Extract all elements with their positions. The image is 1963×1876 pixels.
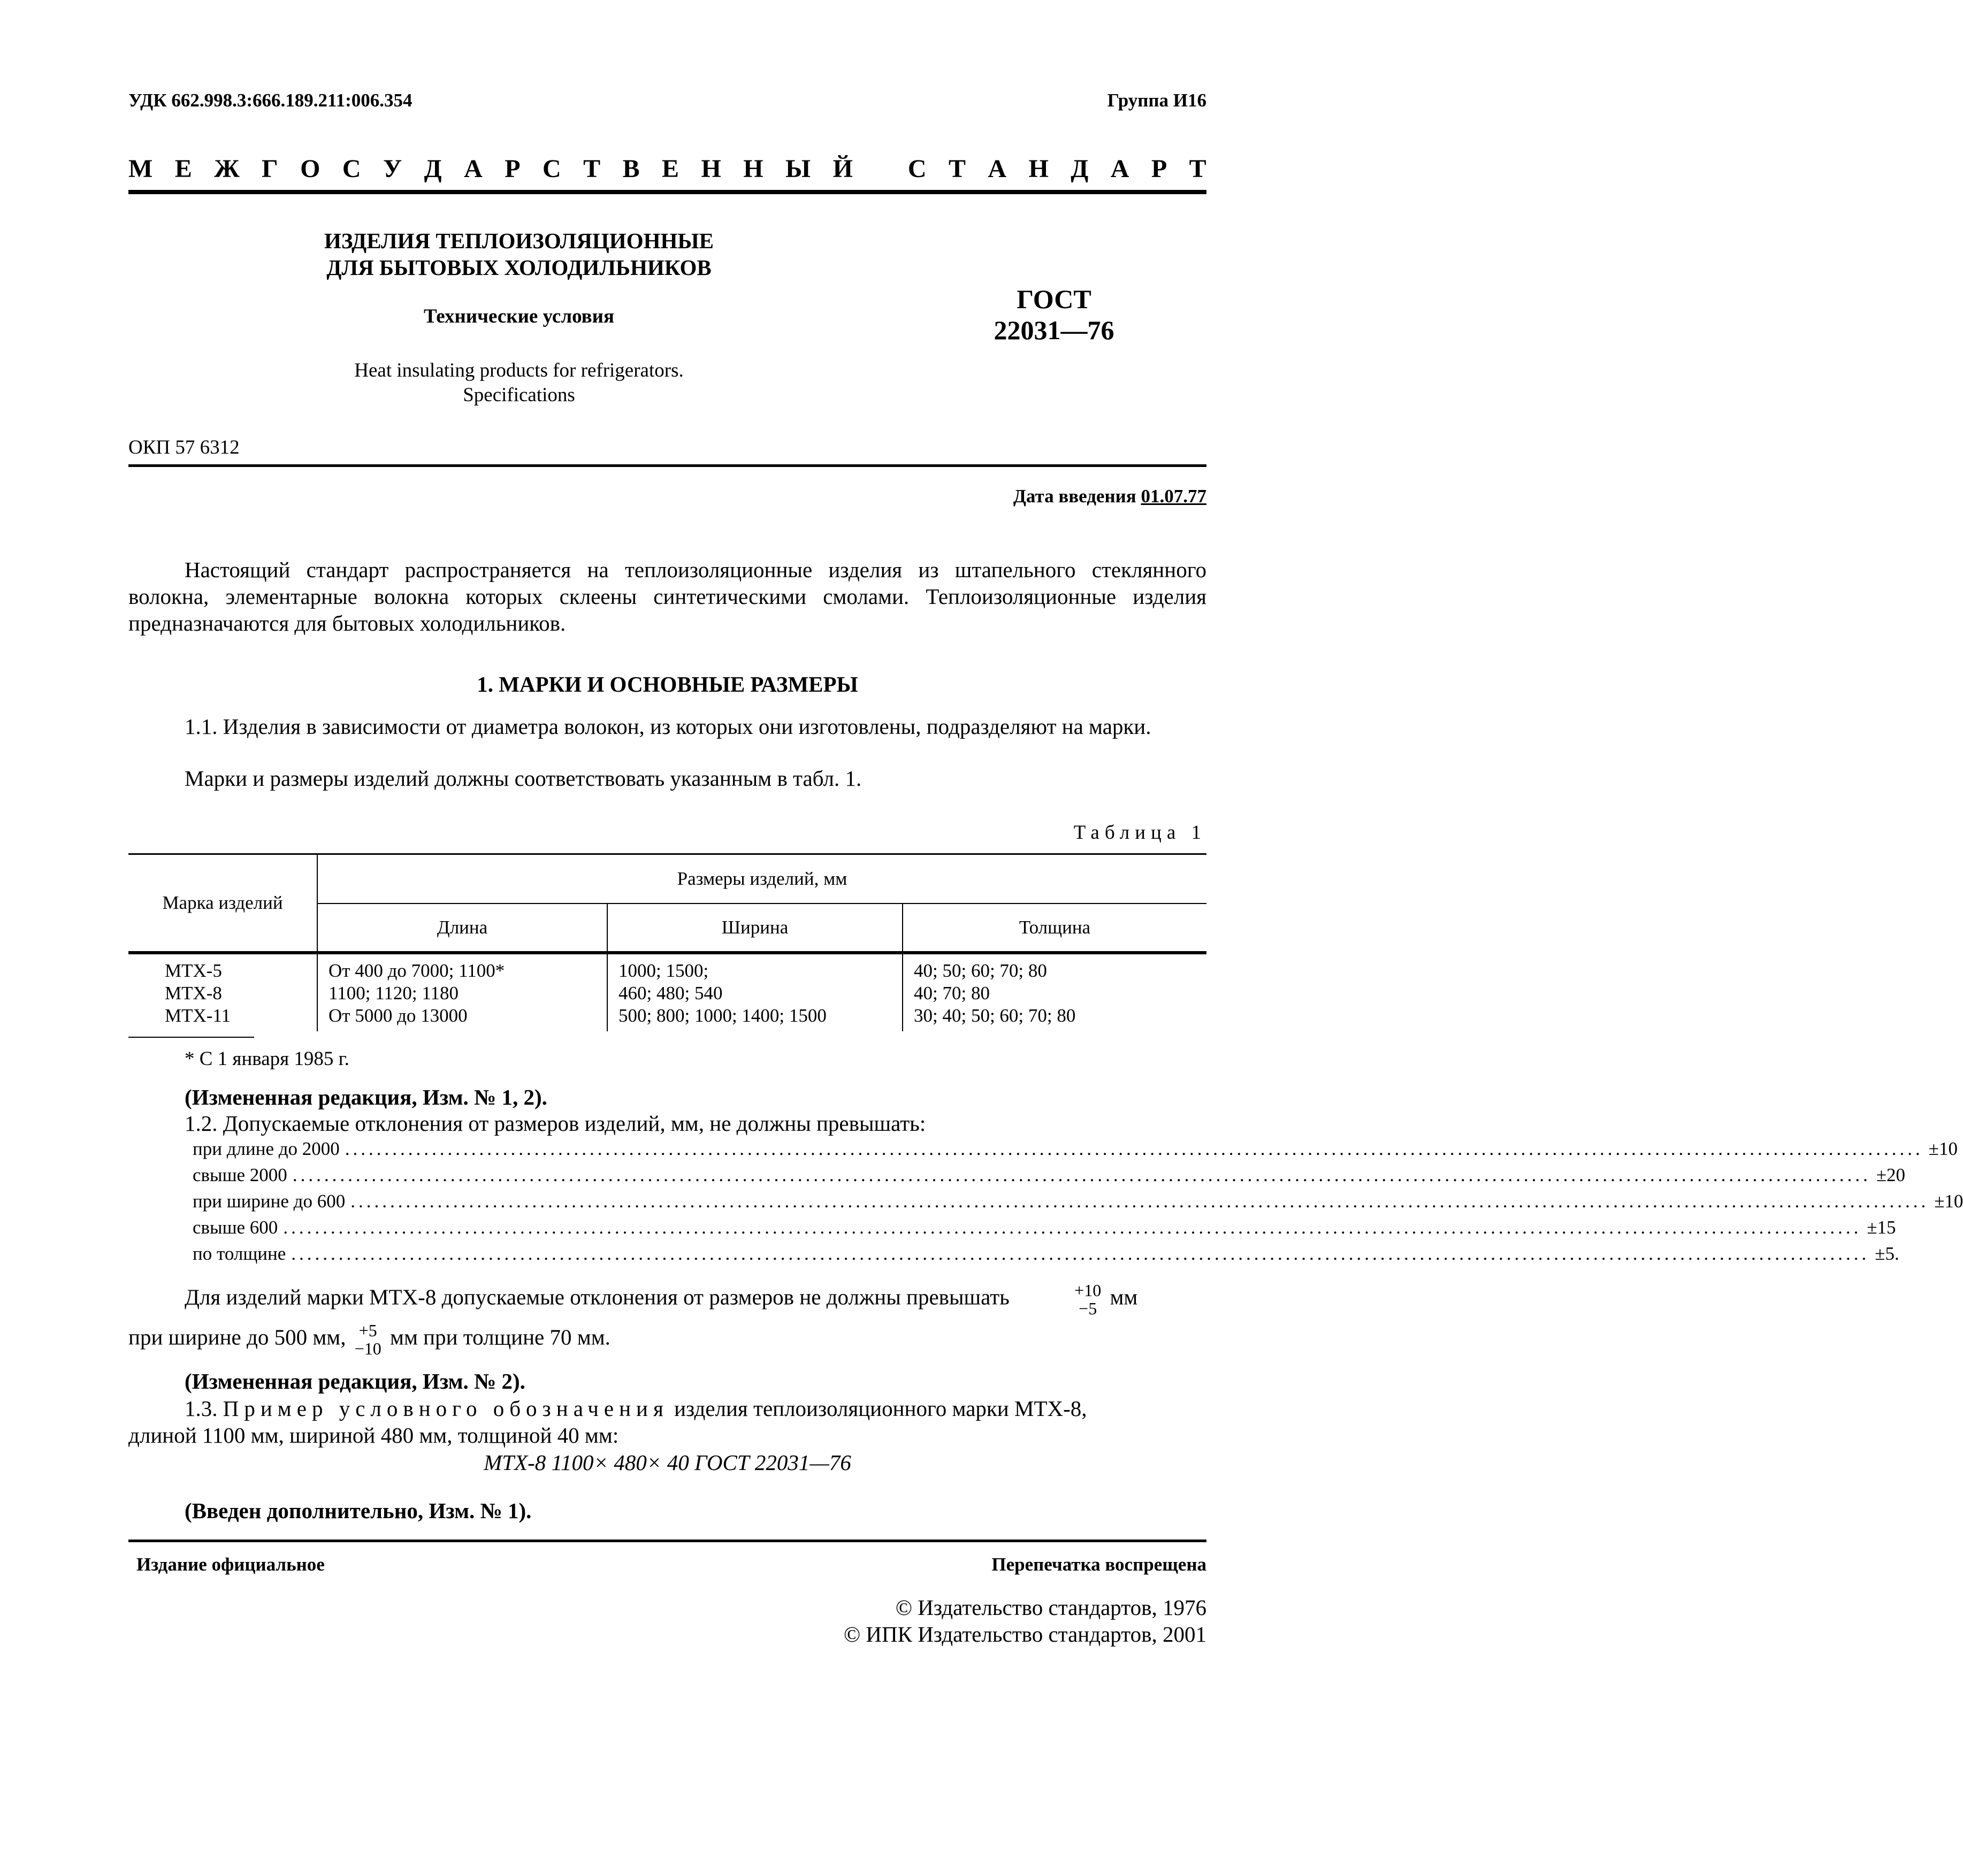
gost-number — [942, 284, 1166, 346]
banner-letter: Е — [662, 155, 679, 183]
tolerance-upper: +10 — [1074, 1281, 1102, 1300]
copyright-block — [844, 1594, 1206, 1648]
tolerance-value: ±15 — [1867, 1217, 1896, 1238]
tolerance-row — [193, 1217, 1896, 1238]
tolerance-row — [193, 1138, 1958, 1160]
banner-letter: Т — [583, 155, 601, 183]
mtx8-tolerance-line-2 — [128, 1321, 1206, 1358]
tolerance-value: ±10 — [1934, 1191, 1963, 1212]
banner-letter: Ж — [214, 155, 240, 183]
tolerance-lower: −10 — [354, 1339, 381, 1358]
tolerance-fraction-1 — [1018, 1281, 1101, 1318]
banner-letter: Р — [1151, 155, 1167, 183]
clause-1-1: 1.1. Изделия в зависимости от диаметра волокон, из которых они изготовлены, подразделяют на марки. — [185, 714, 1151, 739]
banner-letter — [875, 154, 885, 183]
thickness-cells — [903, 953, 1206, 1031]
header-length: Длина — [317, 903, 607, 953]
okp-code: ОКП 57 6312 — [128, 437, 240, 458]
clause-1-1-continuation: Марки и размеры изделий должны соответствовать указанным в табл. 1. — [185, 766, 862, 791]
tolerance-row — [193, 1191, 1963, 1212]
tolerance-label: при длине до 2000 — [193, 1138, 340, 1159]
banner-letter: Ы — [785, 155, 811, 183]
clause-1-2: 1.2. Допускаемые отклонения от размеров изделий, мм, не должны превышать: — [185, 1111, 926, 1136]
thickness-cell: 40; 70; 80 — [914, 982, 990, 1004]
banner-letter: Е — [174, 155, 192, 183]
mark-cell: МТХ-8 — [165, 982, 222, 1004]
width-cells — [607, 953, 903, 1031]
header-mark: Марка изделий — [128, 854, 317, 953]
length-cell: 1100; 1120; 1180 — [329, 982, 459, 1004]
gost-label: ГОСТ — [1017, 284, 1091, 314]
banner-letter: В — [622, 155, 640, 183]
tolerance-value: ±20 — [1876, 1165, 1906, 1185]
banner-letter: Н — [743, 155, 763, 183]
banner-letter: Н — [1028, 155, 1049, 183]
banner-letter: Г — [262, 155, 278, 183]
english-title-line-1: Heat insulating products for refrigerators. — [354, 359, 684, 381]
group-code: Группа И16 — [1107, 90, 1206, 111]
dot-leader: ........................................................................................................................................................................................................ — [283, 1217, 1862, 1238]
table-1-caption: Таблица 1 — [1073, 822, 1206, 844]
date-label: Дата введения — [1013, 486, 1136, 507]
banner-letter: С — [907, 155, 927, 183]
clause-1-3-spaced: Пример условного обозначения — [223, 1396, 669, 1421]
official-edition: Издание официальное — [136, 1554, 325, 1575]
tolerance-label: свыше 600 — [193, 1217, 278, 1238]
banner-letter: С — [543, 155, 561, 183]
dot-leader: ........................................................................................................................................................................................................ — [291, 1243, 1870, 1264]
tolerance-label: по толщине — [193, 1243, 286, 1264]
width-cell: 1000; 1500; — [618, 960, 709, 981]
banner-letter: С — [342, 155, 361, 183]
banner-letter: Т — [1189, 155, 1206, 183]
copyright-1976: © Издательство стандартов, 1976 — [895, 1595, 1206, 1620]
designation-example: МТХ-8 1100× 480× 40 ГОСТ 22031—76 — [484, 1450, 851, 1475]
thickness-cell: 40; 50; 60; 70; 80 — [914, 960, 1047, 981]
width-cell: 460; 480; 540 — [618, 982, 723, 1004]
mark-cells — [128, 953, 317, 1031]
dot-leader: ........................................................................................................................................................................................................ — [292, 1165, 1871, 1185]
length-cell: От 400 до 7000; 1100* — [329, 960, 505, 981]
banner-letter: У — [383, 155, 402, 183]
tolerance-label: свыше 2000 — [193, 1165, 287, 1185]
mtx8-tolerance-line-1 — [128, 1281, 1206, 1318]
footnote-rule — [128, 1037, 254, 1038]
banner-letter: Д — [424, 155, 442, 183]
clause-1-3-number: 1.3. — [185, 1396, 218, 1421]
banner-letter: А — [988, 155, 1007, 183]
table-row — [128, 953, 1206, 1031]
clause-1-3-line-2: длиной 1100 мм, шириной 480 мм, толщиной 40 мм: — [128, 1423, 619, 1448]
footer-rule — [128, 1540, 1206, 1542]
mtx8-text-2: при ширине до 500 мм, — [128, 1324, 346, 1350]
header-rule — [128, 464, 1206, 467]
dot-leader: ........................................................................................................................................................................................................ — [345, 1138, 1923, 1159]
section-1-heading: 1. МАРКИ И ОСНОВНЫЕ РАЗМЕРЫ — [477, 672, 858, 696]
mark-cell: МТХ-11 — [165, 1005, 231, 1026]
banner-letter: А — [464, 155, 483, 183]
tolerance-value: ±10 — [1928, 1138, 1958, 1159]
clause-1-3-rest: изделия теплоизоляционного марки МТХ-8, — [674, 1396, 1087, 1421]
header-width: Ширина — [607, 903, 903, 953]
mtx8-unit: мм — [1110, 1284, 1138, 1310]
tolerance-value: ±5. — [1875, 1243, 1899, 1264]
width-cell: 500; 800; 1000; 1400; 1500 — [618, 1005, 827, 1026]
standard-banner — [128, 154, 1206, 183]
banner-letter: Д — [1071, 155, 1089, 183]
table-1 — [128, 853, 1206, 1031]
intro-paragraph: Настоящий стандарт распространяется на теплоизоляционные изделия из штапельного стеклянного волокна, элементарные волокна которых склеены синтетическими смолами. Теплоизоляционные изделия предназначаются для бытовых холодильников. — [128, 557, 1206, 635]
document-title — [235, 227, 803, 281]
banner-letter: М — [128, 155, 153, 183]
banner-rule — [128, 190, 1206, 194]
title-line-2: ДЛЯ БЫТОВЫХ ХОЛОДИЛЬНИКОВ — [326, 255, 712, 280]
mark-cell: МТХ-5 — [165, 960, 222, 981]
banner-letter: Й — [832, 155, 853, 183]
amendment-note-2: (Измененная редакция, Изм. № 2). — [185, 1369, 525, 1393]
tolerance-lower: −5 — [1079, 1299, 1097, 1318]
header-sizes: Размеры изделий, мм — [317, 854, 1206, 903]
thickness-cell: 30; 40; 50; 60; 70; 80 — [914, 1005, 1076, 1026]
english-title-line-2: Specifications — [463, 384, 575, 406]
table-footnote: * С 1 января 1985 г. — [185, 1048, 349, 1070]
banner-letter: О — [300, 155, 320, 183]
tolerance-row — [193, 1243, 1899, 1265]
introduction-date — [1013, 486, 1206, 507]
clause-1-3 — [128, 1395, 1206, 1422]
length-cell: От 5000 до 13000 — [329, 1005, 468, 1026]
banner-letter: Р — [505, 155, 521, 183]
tolerance-row — [193, 1165, 1906, 1186]
copyright-2001: © ИПК Издательство стандартов, 2001 — [843, 1622, 1206, 1647]
english-title — [235, 358, 803, 408]
amendment-note-1: (Измененная редакция, Изм. № 1, 2). — [185, 1085, 547, 1109]
document-subtitle: Технические условия — [424, 305, 614, 327]
gost-code: 22031—76 — [994, 315, 1114, 345]
tolerance-upper: +5 — [358, 1321, 377, 1340]
mtx8-text-1: Для изделий марки МТХ-8 допускаемые отклонения от размеров не должны превышать — [185, 1284, 1010, 1310]
tolerance-fraction-2 — [355, 1321, 381, 1358]
banner-letter: Н — [701, 155, 721, 183]
mtx8-text-3: мм при толщине 70 мм. — [390, 1324, 610, 1350]
banner-letter: А — [1110, 155, 1129, 183]
header-thickness: Толщина — [903, 903, 1206, 953]
date-value: 01.07.77 — [1141, 486, 1206, 507]
udk-code: УДК 662.998.3:666.189.211:006.354 — [128, 90, 413, 111]
tolerance-label: при ширине до 600 — [193, 1191, 346, 1212]
dot-leader: ........................................................................................................................................................................................................ — [350, 1191, 1929, 1212]
length-cells — [317, 953, 607, 1031]
banner-letter: Т — [948, 155, 966, 183]
reprint-prohibited: Перепечатка воспрещена — [991, 1554, 1206, 1575]
title-line-1: ИЗДЕЛИЯ ТЕПЛОИЗОЛЯЦИОННЫЕ — [324, 228, 714, 253]
amendment-note-3: (Введен дополнительно, Изм. № 1). — [185, 1498, 532, 1523]
